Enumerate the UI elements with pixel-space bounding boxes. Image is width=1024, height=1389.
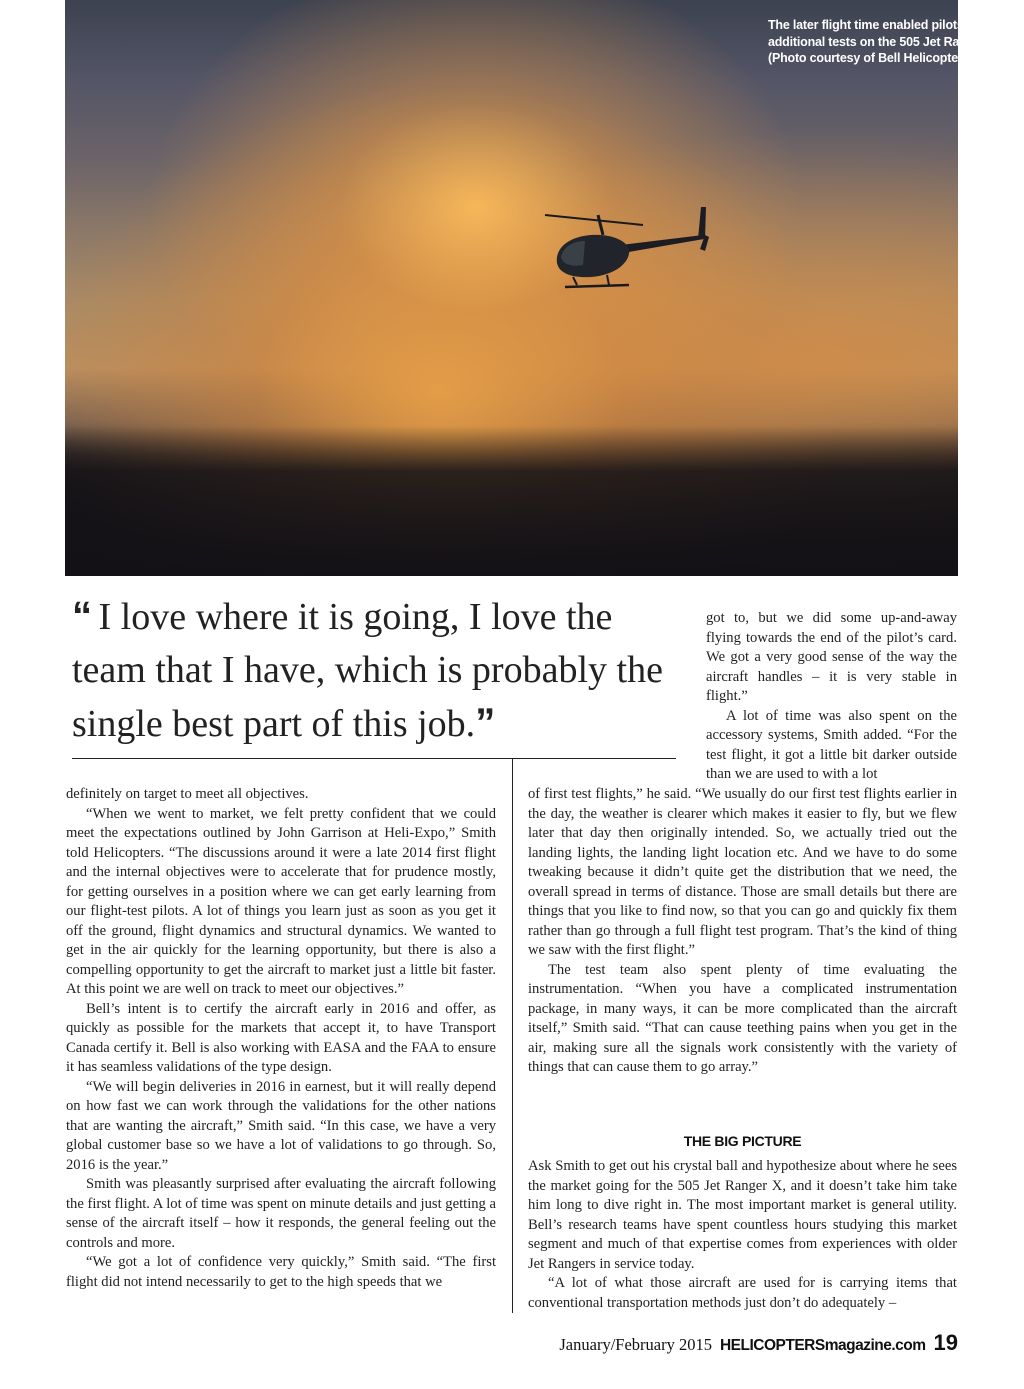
pull-quote	[72, 590, 672, 751]
article-column-left	[66, 785, 496, 1292]
paragraph: Ask Smith to get out his crystal ball and hypothesize about where he sees the market going for the 505 Jet Ranger X, and it doesn’t take him take him long to dive right in. The most important market is general utility. Bell’s research teams have spent countless hours studying this market segment and much of that expertise comes from experiences with older Jet Rangers in service today.	[528, 1158, 957, 1272]
paragraph: Smith was pleasantly surprised after evaluating the aircraft following the first flight. A lot of time was spent on minute details and just getting a sense of the aircraft itself – how it responds, the general feeling out the controls and more.	[66, 1176, 496, 1251]
pull-quote-text: I love where it is going, I love the team that I have, which is probably the single best part of this job.	[72, 596, 663, 745]
close-quote-mark: ”	[475, 701, 493, 745]
magazine-site: HELICOPTERSmagazine.com	[719, 1337, 926, 1354]
paragraph: “When we went to market, we felt pretty confident that we could meet the expectations outlined by John Garrison at Heli-Expo,” Smith told Helicopters. “The discussions around it were a late 2014 first flight and the internal objectives were to accelerate that for prudence mostly, for getting ourselves in a position where we can get early learning from our flight-test pilots. A lot of things you learn just as soon as you get it off the ground, flight dynamics and structural dynamics. We wanted to get in the air quickly for the learning opportunity, but there is also a compelling opportunity to get the aircraft to market just a little bit faster. At this point we are well on track to meet our objectives.”	[66, 805, 496, 997]
city-lights-horizon	[65, 426, 958, 576]
paragraph: “A lot of what those aircraft are used for is carrying items that conventional transportation methods just don’t do adequately –	[528, 1275, 957, 1311]
photo-caption: The later flight time enabled pilots to make additional tests on the 505 Jet Ranger X. (Photo courtesy of Bell Helicopter)	[768, 18, 1013, 65]
paragraph: of first test flights,” he said. “We usually do our first test flights earlier in the day, the weather is clearer which makes it easier to fly, but we flew later that day then originally intended. So, we actually tried out the landing lights, the landing light location etc. And we have to do some tweaking because it didn’t quite get the distribution that we need, the overall spread in terms of distance. Those are small details but there are things that you like to find now, so that you can go and quickly fix them rather than go through a full flight test program. That’s the kind of thing we saw with the first flight.”	[528, 786, 957, 958]
helicopter-photo	[65, 0, 1013, 576]
paragraph: “We will begin deliveries in 2016 in earnest, but it will really depend on how fast we can work through the validations for the other nations that are wanting the aircraft,” Smith said. “In this case, we have a very global customer base so we have a lot of validations to go through. So, 2016 is the year.”	[66, 1078, 496, 1173]
paragraph: The test team also spent plenty of time evaluating the instrumentation. “When you have a complicated instrumentation package, in many ways, it can be more complicated than the aircraft itself,” Smith said. “That can cause teething pains when you get in the air, making sure all the signals work consistently with the variety of things that can cause them to go array.”	[528, 961, 957, 1075]
section-heading: THE BIG PICTURE	[683, 1133, 802, 1149]
helicopter-silhouette	[543, 205, 733, 295]
paragraph: definitely on target to meet all objectives.	[66, 786, 309, 802]
article-column-right-lower	[528, 1157, 957, 1313]
paragraph: “We got a lot of confidence very quickly,” Smith said. “The first flight did not intend necessarily to get to the high speeds that we	[66, 1254, 496, 1290]
paragraph: Bell’s intent is to certify the aircraft early in 2016 and offer, as quickly as possible for the markets that accept it, to have Transport Canada certify it. Bell is also working with EASA and the FAA to ensure it has seamless validations of the type design.	[66, 1000, 496, 1075]
page-number: 19	[933, 1330, 958, 1355]
page-footer	[559, 1330, 958, 1356]
paragraph: A lot of time was also spent on the accessory systems, Smith added. “For the test flight, it got a little bit darker outside than we are used to with a lot	[706, 707, 957, 782]
issue-date: January/February 2015	[559, 1335, 712, 1354]
horizontal-divider	[72, 758, 676, 759]
paragraph: got to, but we did some up-and-away flying towards the end of the pilot’s card. We got a very good sense of the way the aircraft handles – it is very stable in flight.”	[706, 610, 957, 704]
article-column-right	[528, 785, 957, 1078]
article-column-right-top	[706, 609, 957, 785]
column-divider	[512, 758, 513, 1313]
open-quote-mark: “	[72, 594, 89, 638]
